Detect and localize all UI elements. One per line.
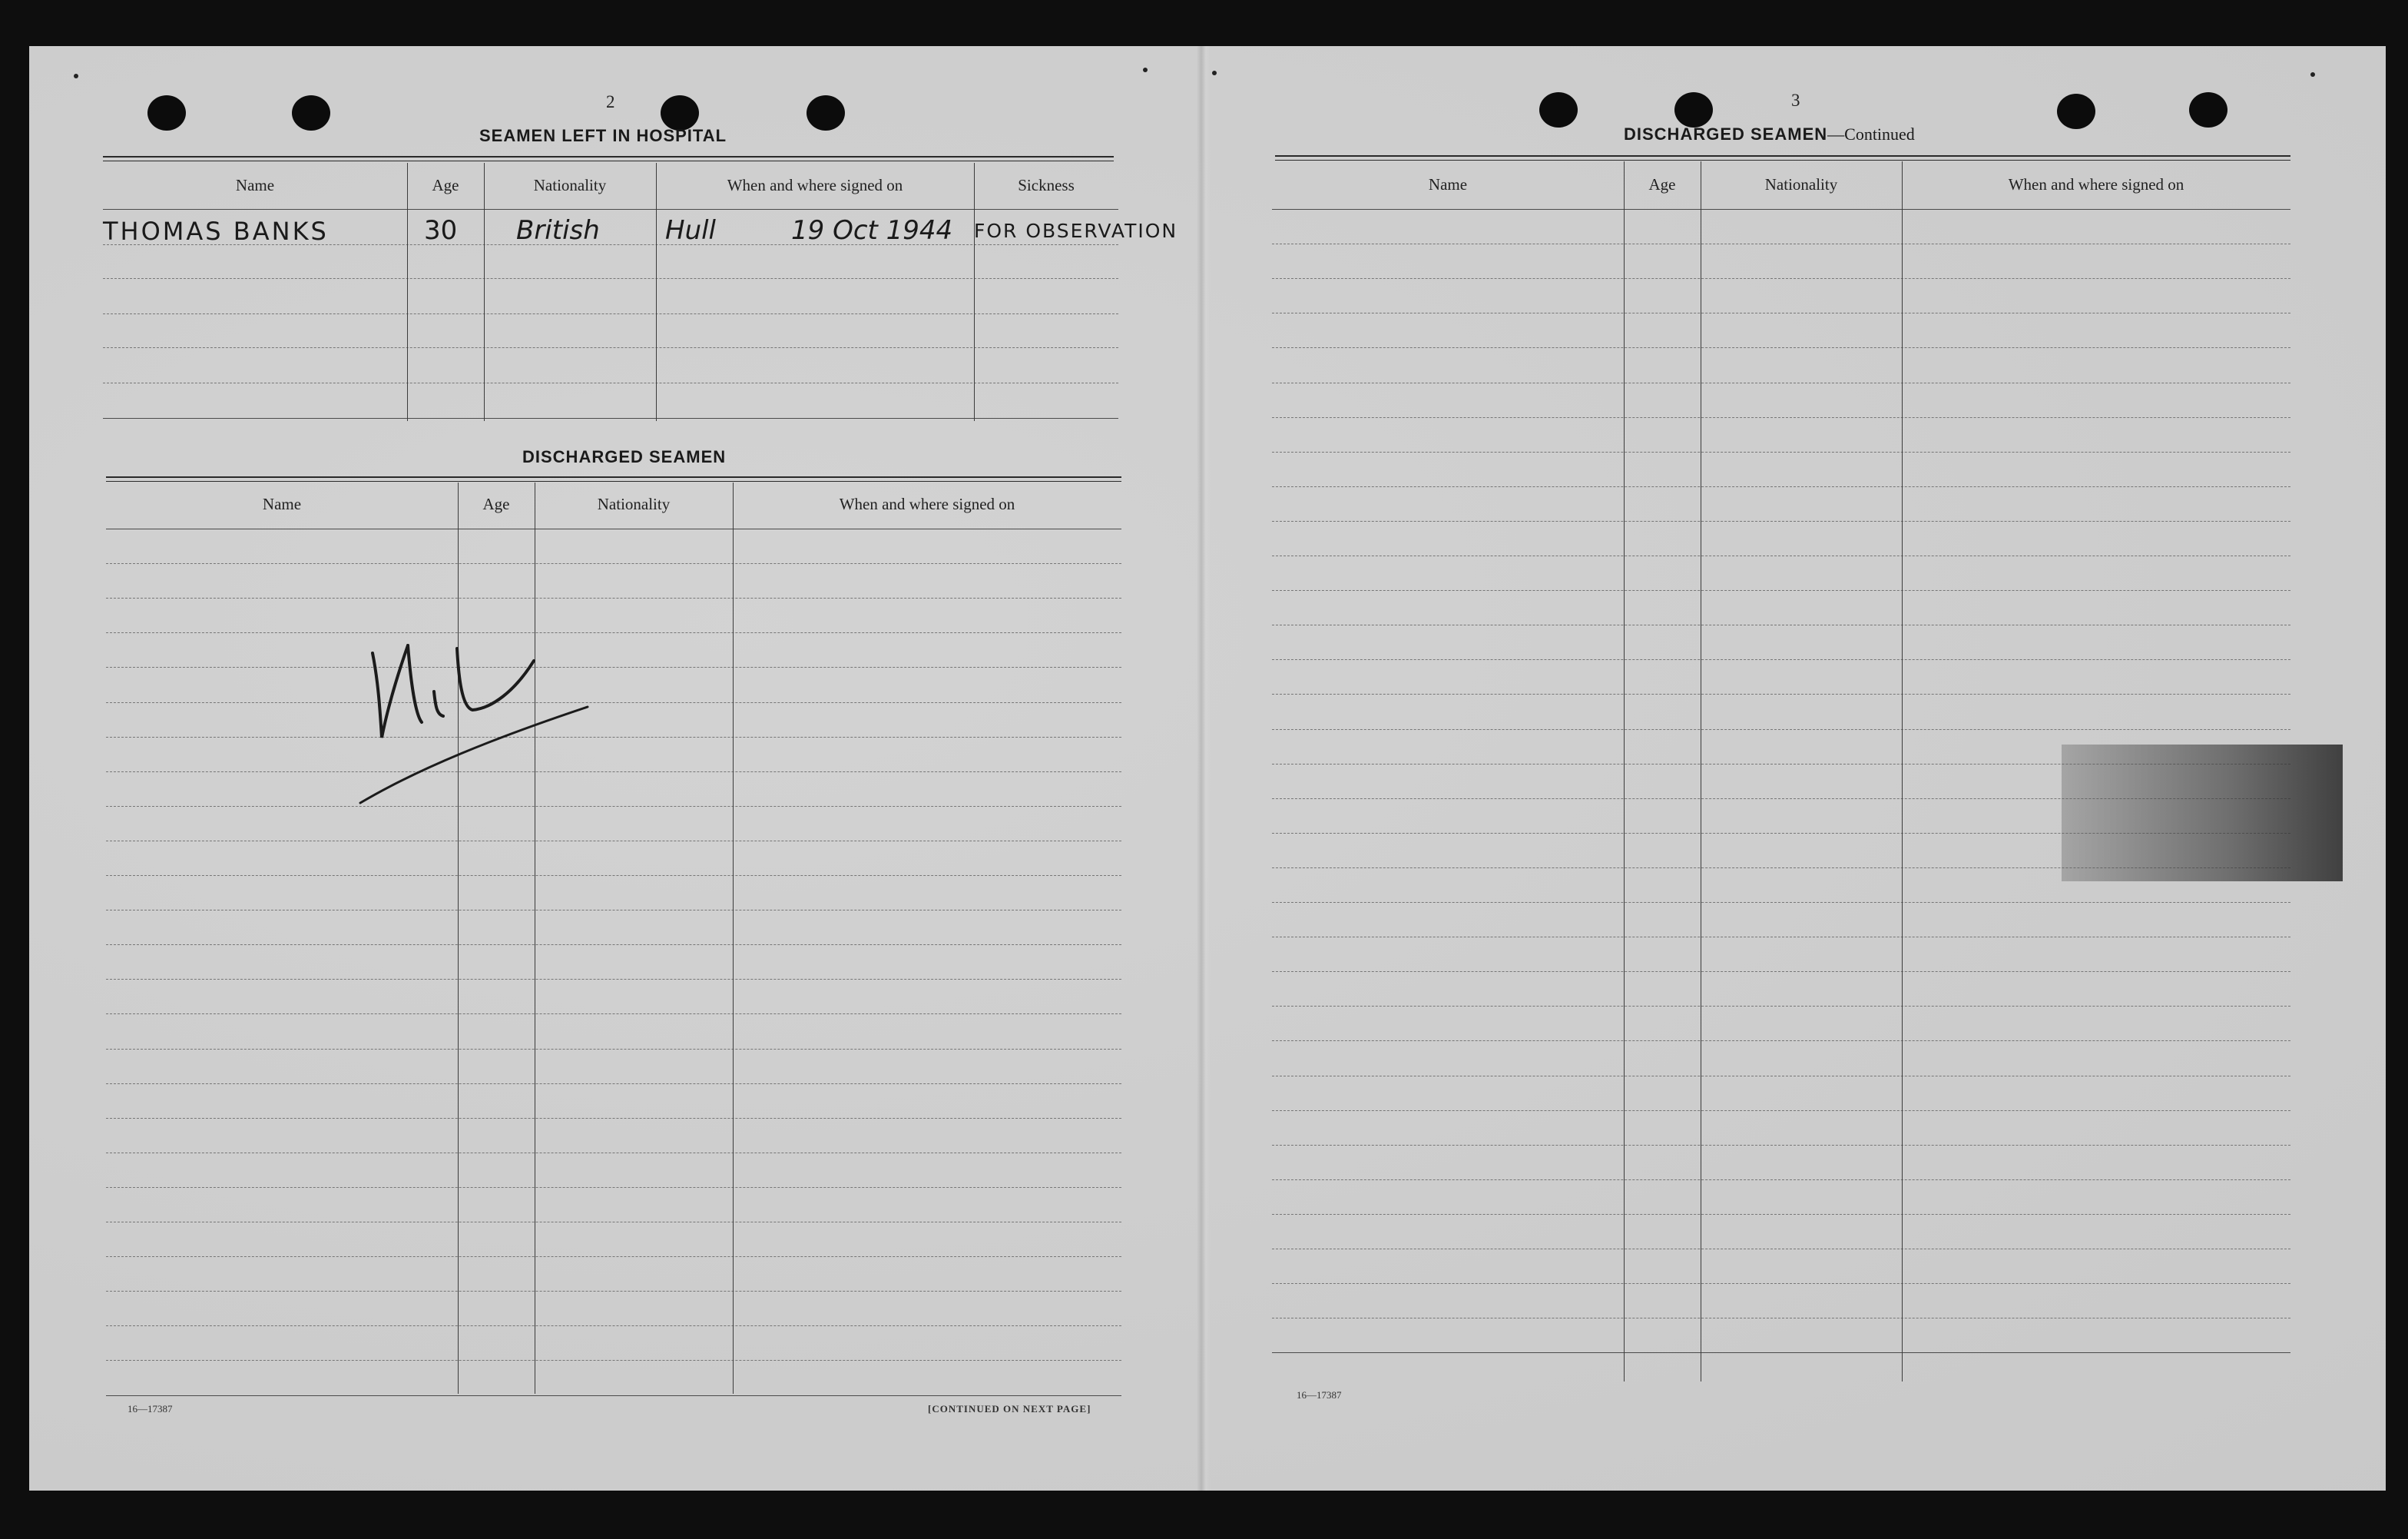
row-line — [1272, 1179, 2290, 1180]
sickness-note: FOR OBSERVATION — [974, 220, 1178, 242]
speck — [1212, 71, 1217, 75]
table-header-rule — [1272, 209, 2290, 210]
row-line — [1272, 1352, 2290, 1353]
title-main: DISCHARGED SEAMEN — [1624, 124, 1828, 144]
row-line — [106, 806, 1121, 807]
punch-hole — [807, 95, 845, 131]
row-line — [1272, 452, 2290, 453]
title-continued: —Continued — [1827, 124, 1915, 144]
row-line — [1272, 1040, 2290, 1041]
row-line — [1272, 1283, 2290, 1284]
col-header-age: Age — [482, 495, 510, 513]
row-line — [106, 702, 1121, 703]
row-line — [106, 875, 1121, 876]
row-line — [106, 632, 1121, 633]
row-line — [1272, 1110, 2290, 1111]
row-line — [1272, 1214, 2290, 1215]
row-line — [1272, 902, 2290, 903]
row-line — [106, 1049, 1121, 1050]
row-line — [1272, 729, 2290, 730]
double-rule — [106, 476, 1121, 478]
row-line — [106, 1083, 1121, 1084]
row-line — [1272, 1145, 2290, 1146]
col-header-age: Age — [1648, 175, 1676, 194]
row-line — [106, 737, 1121, 738]
column-divider — [407, 163, 408, 421]
column-divider — [733, 483, 734, 1394]
speck — [1143, 68, 1148, 72]
double-rule — [103, 156, 1114, 158]
col-header-name: Name — [1428, 175, 1468, 194]
column-divider — [1902, 161, 1903, 1381]
row-line — [1272, 659, 2290, 660]
row-line — [106, 1118, 1121, 1119]
discharged-section-title: DISCHARGED SEAMEN — [522, 447, 727, 466]
row-line — [106, 1256, 1121, 1257]
page-number: 2 — [606, 92, 615, 111]
column-divider — [484, 163, 485, 421]
col-header-age: Age — [432, 176, 459, 194]
speck — [74, 74, 78, 78]
row-line — [103, 347, 1118, 348]
col-header-nationality: Nationality — [597, 495, 671, 513]
table-header-rule — [103, 209, 1118, 210]
col-header-name: Name — [262, 495, 302, 513]
row-line — [1272, 347, 2290, 348]
col-header-signed-on: When and where signed on — [2008, 175, 2184, 194]
row-line — [106, 1395, 1121, 1396]
seaman-age: 30 — [424, 215, 458, 246]
row-line — [106, 1325, 1121, 1326]
row-line — [1272, 971, 2290, 972]
row-line — [106, 979, 1121, 980]
column-divider — [1624, 161, 1625, 1381]
column-divider — [656, 163, 657, 421]
row-line — [103, 278, 1118, 279]
signed-on-place: Hull — [665, 215, 717, 246]
nil-scrawl — [349, 630, 603, 814]
punch-hole — [1539, 92, 1578, 128]
double-rule — [1275, 155, 2290, 157]
punch-hole — [292, 95, 330, 131]
row-line — [1272, 486, 2290, 487]
speck — [2310, 72, 2315, 77]
row-line — [106, 1291, 1121, 1292]
seaman-nationality: British — [516, 215, 600, 246]
row-line — [106, 1360, 1121, 1361]
row-line — [106, 1187, 1121, 1188]
row-line — [106, 771, 1121, 772]
row-line — [1272, 694, 2290, 695]
page-number: 3 — [1791, 91, 1800, 110]
form-number: 16—17387 — [128, 1403, 173, 1415]
col-header-nationality: Nationality — [1764, 175, 1838, 194]
column-divider — [458, 483, 459, 1394]
punch-hole — [2189, 92, 2227, 128]
row-line — [1272, 521, 2290, 522]
col-header-signed-on: When and where signed on — [839, 495, 1015, 513]
col-header-signed-on: When and where signed on — [727, 176, 903, 194]
table-bottom-rule — [103, 418, 1118, 419]
page-fold — [1197, 46, 1211, 1491]
row-line — [1272, 417, 2290, 418]
hospital-section-title: SEAMEN LEFT IN HOSPITAL — [479, 126, 727, 145]
punch-hole — [2057, 94, 2095, 129]
row-line — [106, 563, 1121, 564]
row-line — [1272, 1006, 2290, 1007]
continued-note: [CONTINUED ON NEXT PAGE] — [928, 1403, 1091, 1415]
row-line — [103, 313, 1118, 314]
row-line — [1272, 590, 2290, 591]
row-line — [106, 1013, 1121, 1014]
discharged-continued-title — [1624, 124, 1915, 144]
col-header-nationality: Nationality — [533, 176, 607, 194]
signed-on-date: 19 Oct 1944 — [791, 215, 953, 246]
row-line — [106, 944, 1121, 945]
punch-hole — [1674, 92, 1713, 128]
form-number: 16—17387 — [1297, 1389, 1342, 1401]
column-divider — [974, 163, 975, 421]
page-smudge — [2062, 745, 2343, 881]
row-line — [106, 667, 1121, 668]
row-line — [1272, 278, 2290, 279]
seaman-name: THOMAS BANKS — [103, 217, 329, 246]
col-header-name: Name — [235, 176, 275, 194]
row-line — [106, 598, 1121, 599]
col-header-sickness: Sickness — [1018, 176, 1075, 194]
punch-hole — [147, 95, 186, 131]
